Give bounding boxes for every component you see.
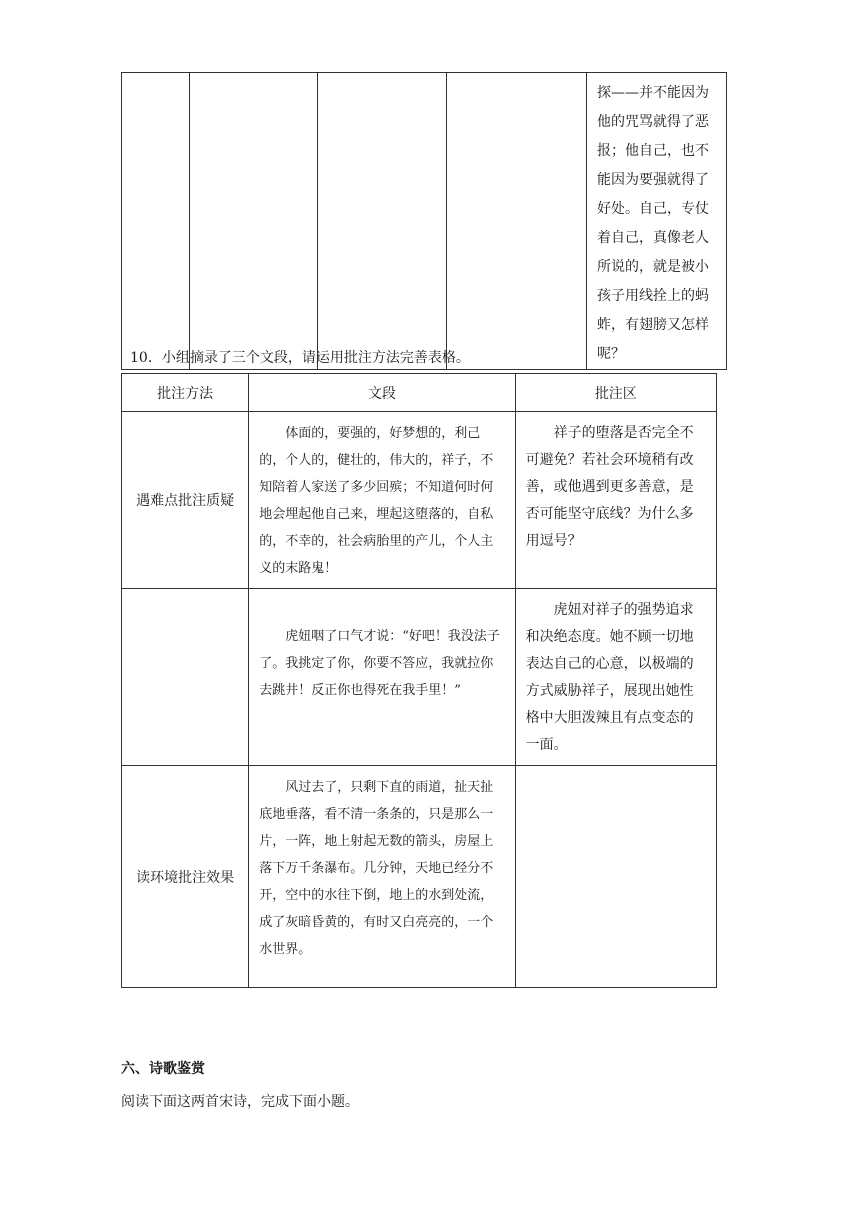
note-text <box>516 766 716 780</box>
quote-cell <box>587 73 727 370</box>
table-row <box>122 589 717 766</box>
section-title: 六、诗歌鉴赏 <box>121 1061 205 1077</box>
passage-text: 虎妞咽了口气才说：“好吧！我没法子了。我挑定了你，你要不答应，我就拉你去跳井！反正你也得死在我手里！” <box>259 629 500 698</box>
annotation-table <box>121 373 717 988</box>
table-header-row <box>122 374 717 412</box>
empty-cell-1 <box>122 73 190 370</box>
empty-cell-3 <box>318 73 447 370</box>
method-cell: 读环境批注效果 <box>122 766 249 988</box>
method-cell: 遇难点批注质疑 <box>122 412 249 589</box>
table-row <box>122 766 717 988</box>
note-cell <box>515 412 716 589</box>
passage-cell <box>249 412 515 589</box>
passage-cell <box>249 766 515 988</box>
note-text: 祥子的堕落是否完全不可避免？若社会环境稍有改善，或他遇到更多善意，是否可能坚守底线？为什么多用逗号？ <box>525 425 694 549</box>
passage-cell <box>249 589 515 766</box>
empty-cell-4 <box>447 73 587 370</box>
table-row <box>122 412 717 589</box>
quote-text: 探——并不能因为他的咒骂就得了恶报；他自己，也不能因为要强就得了好处。自己，专仗着自己，真像老人所说的，就是被小孩子用线拴上的蚂蚱，有翅膀又怎样呢？ <box>597 85 709 362</box>
continued-table <box>121 72 727 370</box>
note-cell <box>515 589 716 766</box>
question-10: 10．小组摘录了三个文段，请运用批注方法完善表格。 <box>130 350 470 366</box>
passage-text: 体面的，要强的，好梦想的，利己的，个人的，健壮的，伟大的，祥子，不知陪着人家送了多少回殡；不知道何时何地会埋起他自己来，埋起这堕落的，自私的，不幸的，社会病胎里的产儿，个人主义的末路鬼！ <box>259 426 494 576</box>
note-cell <box>515 766 716 988</box>
note-text: 虎妞对祥子的强势追求和决绝态度。她不顾一切地表达自己的心意，以极端的方式威胁祥子，展现出她性格中大胆泼辣且有点变态的一面。 <box>525 602 694 753</box>
passage-text: 风过去了，只剩下直的雨道，扯天扯底地垂落，看不清一条条的，只是那么一片，一阵，地上射起无数的箭头，房屋上落下万千条瀑布。几分钟，天地已经分不开，空中的水往下倒，地上的水到处流，成了灰暗昏黄的，有时又白亮亮的，一个水世界。 <box>259 780 494 957</box>
header-passage: 文段 <box>249 374 515 412</box>
method-cell <box>122 589 249 766</box>
section-instruction: 阅读下面这两首宋诗，完成下面小题。 <box>121 1094 359 1110</box>
header-note: 批注区 <box>515 374 716 412</box>
header-method: 批注方法 <box>122 374 249 412</box>
empty-cell-2 <box>190 73 318 370</box>
